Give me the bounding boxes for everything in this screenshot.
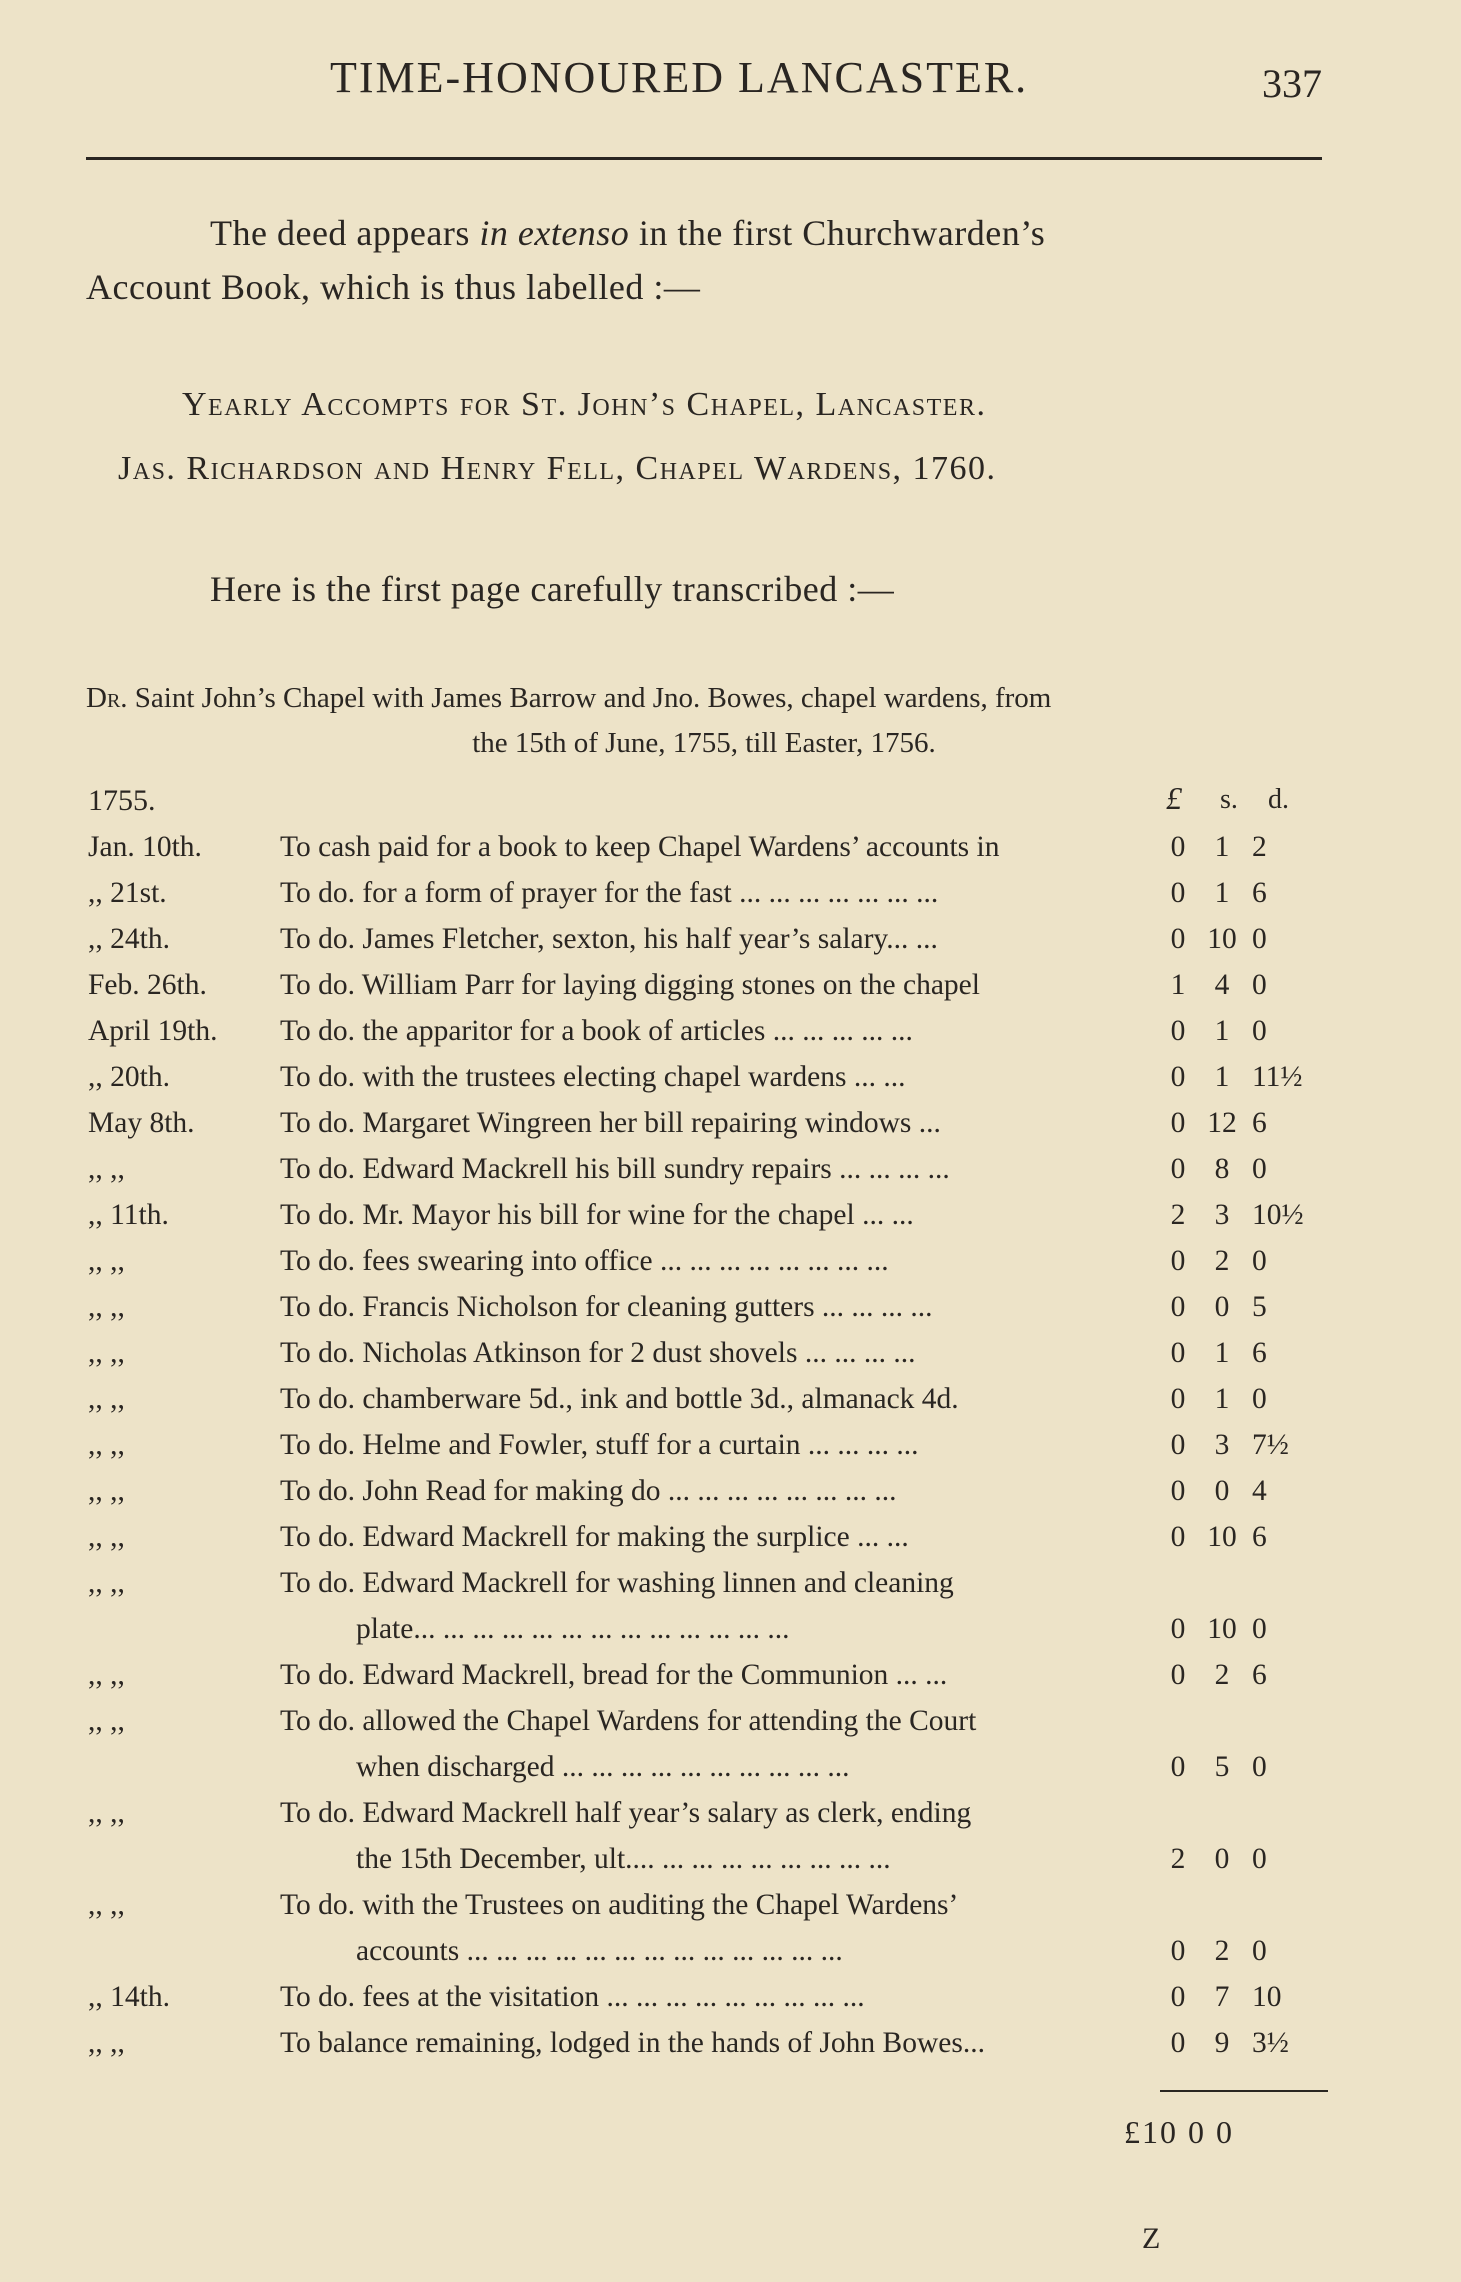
account-total: £10 0 0 [1124, 2114, 1234, 2150]
shillings-column-header: s. [1220, 784, 1238, 815]
entry-shillings: 5 [1214, 1751, 1230, 1783]
entry-pounds: 0 [1170, 2027, 1186, 2059]
entry-date: ,, ,, [88, 1705, 125, 1737]
entry-shillings [1196, 1790, 1248, 1836]
intro-text-after: in the first Churchwarden’s [629, 213, 1046, 253]
entry-pounds: 0 [1170, 1659, 1186, 1691]
entry-description: To do. chamberware 5d., ink and bottle 3d., almanack 4d. [280, 1383, 959, 1415]
entry-description: To do. the apparitor for a book of articles ... ... ... ... ... [280, 1015, 913, 1047]
entry-date [88, 1836, 258, 1882]
entry-pence: 0 [1252, 1935, 1267, 1967]
entry-pence: 0 [1252, 969, 1267, 1001]
entry-description: To do. Francis Nicholson for cleaning gutters ... ... ... ... [280, 1291, 933, 1323]
entry-shillings: 10 [1207, 1521, 1237, 1553]
entry-pounds: 0 [1170, 1015, 1186, 1047]
year-label: 1755. [88, 784, 156, 817]
entry-pounds: 0 [1170, 1153, 1186, 1185]
entry-description: To do. for a form of prayer for the fast ... ... ... ... ... ... ... [280, 877, 939, 909]
entry-shillings: 1 [1214, 831, 1230, 863]
label-line-2: Jas. Richardson and Henry Fell, Chapel Wardens, 1760. [118, 450, 997, 487]
entry-date: May 8th. [88, 1107, 195, 1139]
entry-pence [1248, 1882, 1322, 1928]
entry-shillings: 1 [1214, 1337, 1230, 1369]
entry-date: ,, ,, [88, 1291, 125, 1323]
entry-pence: 0 [1252, 1613, 1267, 1645]
entry-date: Jan. 10th. [88, 831, 202, 863]
entry-description: To do. Edward Mackrell for washing linnen and cleaning [280, 1567, 954, 1599]
entry-date: ,, 21st. [88, 877, 167, 909]
entry-pence: 6 [1252, 1521, 1267, 1553]
dr-abbrev: Dr. [86, 682, 128, 714]
entry-pounds [1160, 1882, 1196, 1928]
entry-pounds: 0 [1170, 1935, 1186, 1967]
entry-pence: 0 [1252, 1751, 1267, 1783]
entry-pounds: 0 [1170, 1751, 1186, 1783]
entry-description: To do. William Parr for laying digging stones on the chapel [280, 969, 980, 1001]
header-rule [86, 157, 1322, 160]
entry-pence: 5 [1252, 1291, 1267, 1323]
entry-shillings: 8 [1214, 1153, 1230, 1185]
intro-paragraph [86, 206, 1322, 314]
entry-pence: 10 [1252, 1981, 1282, 2013]
total-rule [1160, 2090, 1328, 2092]
entry-date: Feb. 26th. [88, 969, 207, 1001]
entry-pence: 3½ [1252, 2027, 1289, 2059]
entry-date: ,, ,, [88, 1659, 125, 1691]
account-heading-text: Saint John’s Chapel with James Barrow and Jno. Bowes, chapel wardens, from [127, 682, 1052, 714]
entry-date [88, 1606, 258, 1652]
entry-description: To do. fees at the visitation ... ... ... ... ... ... ... ... ... [280, 1981, 865, 2013]
entry-pounds: 0 [1170, 1383, 1186, 1415]
entry-pence: 7½ [1252, 1429, 1289, 1461]
entry-shillings: 3 [1214, 1199, 1230, 1231]
entry-description: when discharged ... ... ... ... ... ... ... ... ... ... [356, 1751, 850, 1783]
running-title: TIME-HONOURED LANCASTER. [330, 53, 1029, 102]
transcribed-intro: Here is the first page carefully transcribed :— [210, 569, 895, 609]
entry-pence [1248, 1560, 1322, 1606]
entry-shillings: 1 [1214, 1015, 1230, 1047]
entry-shillings: 0 [1214, 1291, 1230, 1323]
intro-italic-phrase: in extenso [479, 213, 630, 253]
entry-description: To cash paid for a book to keep Chapel Wardens’ accounts in [280, 831, 1000, 863]
entry-date: ,, 14th. [88, 1981, 170, 2013]
page-number: 337 [1262, 61, 1322, 106]
entry-shillings: 10 [1207, 923, 1237, 955]
entry-description: To do. allowed the Chapel Wardens for attending the Court [280, 1705, 977, 1737]
entry-shillings: 4 [1214, 969, 1230, 1001]
entry-date: ,, ,, [88, 2027, 125, 2059]
entry-pounds: 0 [1170, 1981, 1186, 2013]
entry-shillings: 10 [1207, 1613, 1237, 1645]
entry-shillings [1196, 1560, 1248, 1606]
account-heading-line-1 [86, 682, 1051, 714]
entry-pence: 0 [1252, 1245, 1267, 1277]
entry-shillings [1196, 1698, 1248, 1744]
entry-description: accounts ... ... ... ... ... ... ... ... ... ... ... ... ... [356, 1935, 843, 1967]
entry-date: ,, ,, [88, 1153, 125, 1185]
entry-shillings: 7 [1214, 1981, 1230, 2013]
entry-pounds: 0 [1170, 831, 1186, 863]
entry-date: ,, ,, [88, 1475, 125, 1507]
entry-pence: 6 [1252, 1337, 1267, 1369]
entry-pence: 10½ [1252, 1199, 1304, 1231]
entry-date: ,, ,, [88, 1567, 125, 1599]
entry-pence: 0 [1252, 1843, 1267, 1875]
entry-pounds: 0 [1170, 1613, 1186, 1645]
entry-pence: 0 [1252, 1015, 1267, 1047]
signature-mark: Z [1142, 2222, 1161, 2255]
entry-description: To do. Margaret Wingreen her bill repairing windows ... [280, 1107, 941, 1139]
intro-text-before: The deed appears [210, 213, 480, 253]
entry-shillings: 0 [1214, 1843, 1230, 1875]
entry-pence: 6 [1252, 1659, 1267, 1691]
entry-description: plate... ... ... ... ... ... ... ... ... ... ... ... ... [356, 1613, 790, 1645]
intro-line-2: Account Book, which is thus labelled :— [86, 267, 701, 307]
entry-date: April 19th. [88, 1015, 218, 1047]
account-heading-line-2: the 15th of June, 1755, till Easter, 1756. [472, 727, 936, 759]
entry-shillings: 2 [1214, 1245, 1230, 1277]
entry-date: ,, ,, [88, 1429, 125, 1461]
entry-shillings: 9 [1214, 2027, 1230, 2059]
entry-shillings: 1 [1214, 1383, 1230, 1415]
entry-pounds: 0 [1170, 877, 1186, 909]
entry-pounds: 0 [1170, 1061, 1186, 1093]
entry-pounds: 0 [1170, 1521, 1186, 1553]
entry-pounds [1160, 1698, 1196, 1744]
entry-description: To do. Helme and Fowler, stuff for a curtain ... ... ... ... [280, 1429, 919, 1461]
entry-pounds: 0 [1170, 1429, 1186, 1461]
entry-pounds [1160, 1790, 1196, 1836]
entry-pounds: 0 [1170, 1475, 1186, 1507]
entry-shillings [1196, 1882, 1248, 1928]
entry-date: ,, ,, [88, 1245, 125, 1277]
entry-pence: 11½ [1252, 1061, 1303, 1093]
entry-shillings: 3 [1214, 1429, 1230, 1461]
entry-description: To balance remaining, lodged in the hands of John Bowes... [280, 2027, 985, 2059]
entry-pence: 0 [1252, 1383, 1267, 1415]
pounds-column-header: £ [1166, 780, 1182, 816]
entry-pounds: 0 [1170, 1107, 1186, 1139]
entry-description: To do. fees swearing into office ... ... ... ... ... ... ... ... [280, 1245, 889, 1277]
entry-pence: 6 [1252, 877, 1267, 909]
entry-date: ,, ,, [88, 1889, 125, 1921]
label-line-1: Yearly Accompts for St. John’s Chapel, Lancaster. [182, 386, 987, 423]
entry-shillings: 0 [1214, 1475, 1230, 1507]
entry-description: To do. Nicholas Atkinson for 2 dust shovels ... ... ... ... [280, 1337, 916, 1369]
entry-date: ,, ,, [88, 1521, 125, 1553]
entry-pence: 6 [1252, 1107, 1267, 1139]
entry-pounds: 2 [1170, 1199, 1186, 1231]
entry-shillings: 1 [1214, 877, 1230, 909]
entry-pounds: 0 [1170, 1337, 1186, 1369]
account-heading [86, 676, 1322, 766]
entry-date: ,, ,, [88, 1383, 125, 1415]
entry-pounds: 0 [1170, 1291, 1186, 1323]
entry-pence [1248, 1790, 1322, 1836]
entry-description: To do. John Read for making do ... ... ... ... ... ... ... ... [280, 1475, 897, 1507]
entry-description: To do. Edward Mackrell his bill sundry repairs ... ... ... ... [280, 1153, 950, 1185]
entry-description: the 15th December, ult.... ... ... ... ... ... ... ... ... [356, 1843, 891, 1875]
entry-date [88, 1928, 258, 1974]
entry-description: To do. with the Trustees on auditing the Chapel Wardens’ [280, 1889, 959, 1921]
entry-pence [1248, 1698, 1322, 1744]
entry-pounds: 0 [1170, 923, 1186, 955]
intro-line-1 [86, 206, 1322, 260]
entry-date [88, 1744, 258, 1790]
entry-pence: 4 [1252, 1475, 1267, 1507]
entry-date: ,, 11th. [88, 1199, 169, 1231]
entry-pounds [1160, 1560, 1196, 1606]
entry-date: ,, ,, [88, 1797, 125, 1829]
entry-shillings: 1 [1214, 1061, 1230, 1093]
entry-description: To do. Mr. Mayor his bill for wine for the chapel ... ... [280, 1199, 914, 1231]
entry-pounds: 2 [1170, 1843, 1186, 1875]
entry-pounds: 1 [1170, 969, 1186, 1001]
entry-shillings: 2 [1214, 1659, 1230, 1691]
entry-date: ,, 24th. [88, 923, 170, 955]
entry-date: ,, 20th. [88, 1061, 170, 1093]
entry-pence: 0 [1252, 923, 1267, 955]
pence-column-header: d. [1268, 784, 1289, 815]
entry-date: ,, ,, [88, 1337, 125, 1369]
entry-description: To do. Edward Mackrell for making the surplice ... ... [280, 1521, 909, 1553]
entry-description: To do. Edward Mackrell half year’s salary as clerk, ending [280, 1797, 972, 1829]
entry-pounds: 0 [1170, 1245, 1186, 1277]
entry-pence: 2 [1252, 831, 1267, 863]
entry-pence: 0 [1252, 1153, 1267, 1185]
entry-description: To do. with the trustees electing chapel wardens ... ... [280, 1061, 906, 1093]
entry-shillings: 12 [1207, 1107, 1237, 1139]
entry-description: To do. Edward Mackrell, bread for the Communion ... ... [280, 1659, 948, 1691]
entry-description: To do. James Fletcher, sexton, his half year’s salary... ... [280, 923, 938, 955]
entry-shillings: 2 [1214, 1935, 1230, 1967]
